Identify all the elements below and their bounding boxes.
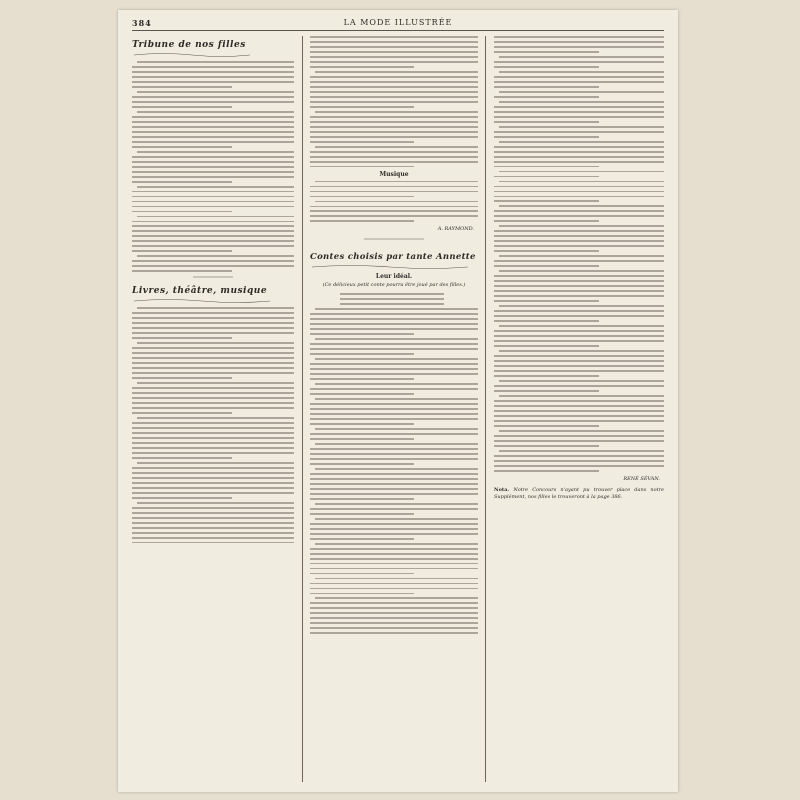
- column-right: [494, 36, 664, 782]
- story-text-block: [310, 293, 478, 634]
- column-divider: [485, 36, 486, 782]
- story-continued-text: [494, 36, 664, 472]
- story-signature: RENÉ SÉVAN.: [623, 475, 660, 482]
- livres-text-block: [132, 307, 294, 543]
- column-divider: [302, 36, 303, 782]
- story-title: Leur idéal.: [375, 273, 413, 281]
- closing-note-label: Nota.: [494, 486, 510, 493]
- musique-signature: A. RAYMOND.: [437, 226, 474, 233]
- closing-note-text: Notre Concours n'ayant pu trouver place dans notre Supplément, nos filles le trouveront à la page 386.: [494, 486, 664, 500]
- column-middle: [310, 36, 478, 782]
- journal-title: LA MODE ILLUSTRÉE: [343, 18, 453, 27]
- section-ornament: [132, 275, 294, 282]
- section-title-tribune: Tribune de nos filles: [132, 40, 246, 50]
- closing-note: [494, 487, 664, 501]
- title-flourish: [310, 264, 478, 269]
- column-left: [132, 36, 294, 782]
- musique-subhead: Musique: [379, 170, 409, 178]
- livres-continued-text: [310, 36, 478, 167]
- section-title-livres: Livres, théâtre, musique: [132, 286, 268, 297]
- section-title-contes: Contes choisis par tante Annette: [310, 252, 476, 263]
- tribune-text-block: [132, 61, 294, 272]
- title-flourish: [132, 52, 294, 57]
- magazine-page: [118, 10, 678, 792]
- page-number: 384: [132, 18, 152, 28]
- section-ornament: [310, 237, 478, 244]
- musique-text-block: [310, 181, 478, 223]
- running-head: [132, 16, 664, 31]
- title-flourish: [132, 298, 294, 303]
- story-note: (Ce délicieux petit conte pourra être joué par des filles.): [322, 282, 466, 289]
